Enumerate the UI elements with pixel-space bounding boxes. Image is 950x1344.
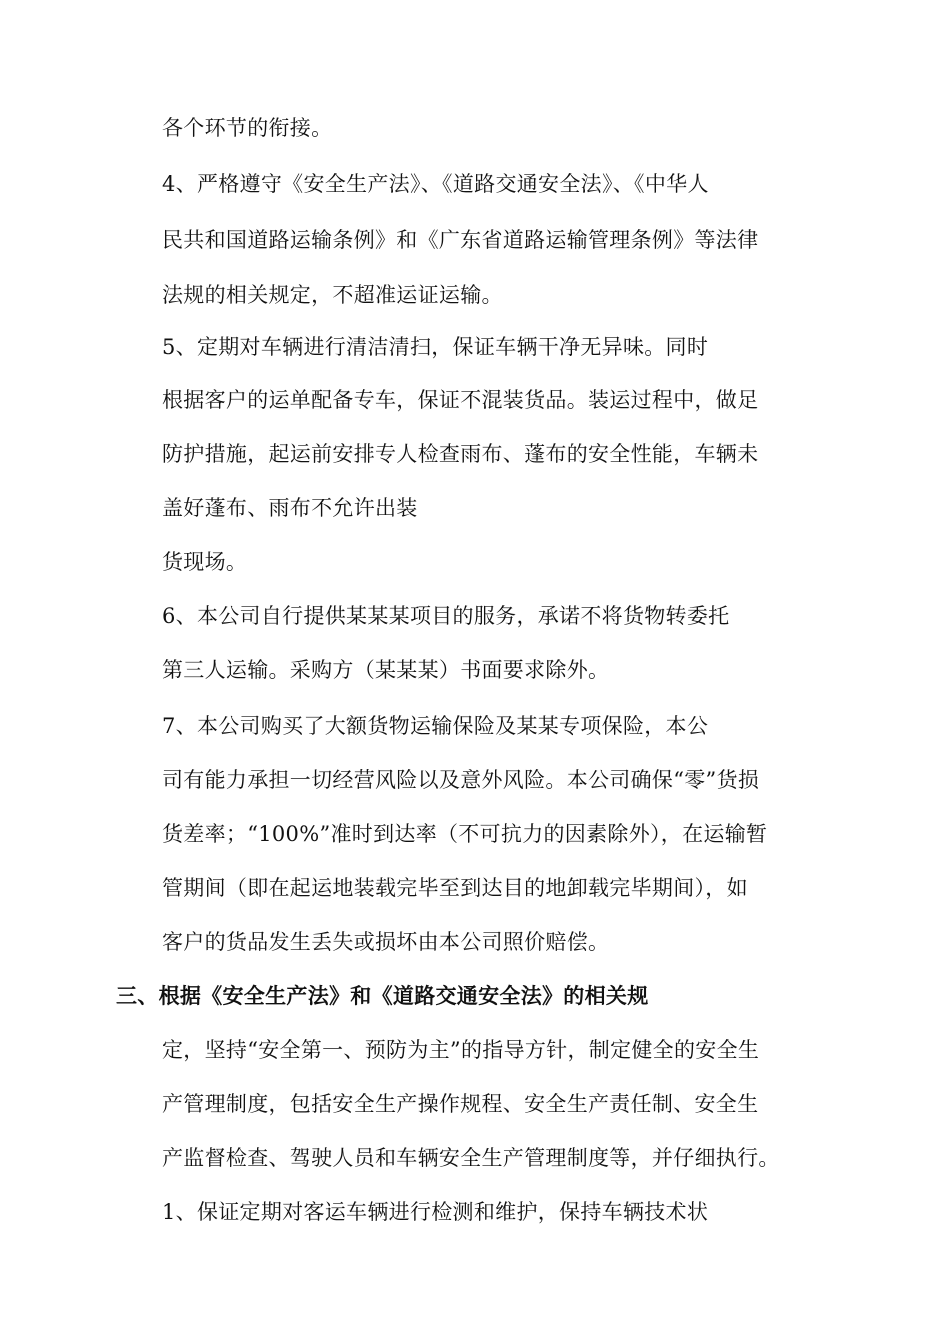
paragraph-line: 货差率；“100%”准时到达率（不可抗力的因素除外），在运输暂 (162, 822, 768, 846)
paragraph-line: 防护措施，起运前安排专人检查雨布、蓬布的安全性能，车辆未 (162, 442, 759, 466)
paragraph-line: 产管理制度，包括安全生产操作规程、安全生产责任制、安全生 (162, 1092, 759, 1116)
paragraph-line: 各个环节的衔接。 (162, 116, 333, 140)
paragraph-line: 6、本公司自行提供某某某项目的服务，承诺不将货物转委托 (162, 604, 730, 628)
paragraph-line: 盖好蓬布、雨布不允许出装 (162, 496, 418, 520)
paragraph-line: 货现场。 (162, 550, 248, 574)
paragraph-line: 管期间（即在起运地装载完毕至到达目的地卸载完毕期间），如 (162, 876, 748, 900)
paragraph-line: 5、定期对车辆进行清洁清扫，保证车辆干净无异味。同时 (162, 335, 709, 359)
paragraph-line: 民共和国道路运输条例》和《广东省道路运输管理条例》等法律 (162, 228, 759, 252)
paragraph-line: 第三人运输。采购方（某某某）书面要求除外。 (162, 658, 610, 682)
paragraph-line: 产监督检查、驾驶人员和车辆安全生产管理制度等，并仔细执行。 (162, 1146, 780, 1170)
paragraph-line: 1、保证定期对客运车辆进行检测和维护，保持车辆技术状 (162, 1200, 709, 1224)
paragraph-line: 客户的货品发生丢失或损坏由本公司照价赔偿。 (162, 930, 610, 954)
paragraph-line: 7、本公司购买了大额货物运输保险及某某专项保险，本公 (162, 714, 709, 738)
paragraph-line: 法规的相关规定，不超准运证运输。 (162, 283, 503, 307)
paragraph-line: 4、严格遵守《安全生产法》、《道路交通安全法》、《中华人 (162, 172, 709, 196)
paragraph-line: 根据客户的运单配备专车，保证不混装货品。装运过程中，做足 (162, 388, 759, 412)
paragraph-line: 司有能力承担一切经营风险以及意外风险。本公司确保“零”货损 (162, 768, 760, 792)
paragraph-line: 定，坚持“安全第一、预防为主”的指导方针，制定健全的安全生 (162, 1038, 760, 1062)
section-heading: 三、根据《安全生产法》和《道路交通安全法》的相关规 (116, 984, 649, 1008)
